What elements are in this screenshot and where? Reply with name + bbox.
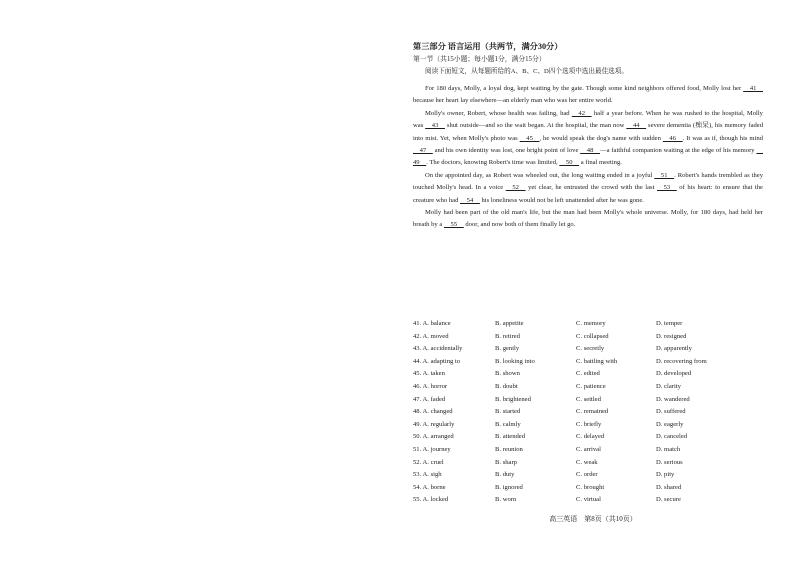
option-cell: B. duty <box>495 471 515 479</box>
option-cell: C. edited <box>576 370 600 378</box>
option-row <box>413 494 773 507</box>
blank-43: 43 <box>425 122 445 130</box>
option-cell: C. briefly <box>576 420 602 428</box>
instruction-text: 阅读下面短文，从每题所给的A、B、C、D四个选项中选出最佳选项。 <box>425 67 628 75</box>
option-cell: D. serious <box>656 458 683 466</box>
blank-48: 48 <box>580 147 600 155</box>
options-table <box>413 318 773 507</box>
option-cell: 44. A. adapting to <box>413 357 461 365</box>
option-cell: B. shown <box>495 370 520 378</box>
option-row <box>413 444 773 457</box>
option-cell: 50. A. arranged <box>413 433 454 441</box>
option-row <box>413 469 773 482</box>
blank-52: 52 <box>505 184 526 192</box>
option-cell: 55. A. locked <box>413 496 449 504</box>
option-cell: C. virtual <box>576 496 601 504</box>
option-cell: C. secretly <box>576 345 605 353</box>
option-row <box>413 406 773 419</box>
option-cell: C. battling with <box>576 357 618 365</box>
option-row <box>413 318 773 331</box>
passage-paragraph: Molly's owner, Robert, whose health was failing, had 42 half a year before. When he was rushed to the hospital, Molly was 43 shut outside—and so the wait began. At the hospital, the man now 44 severe dementia (痴呆), his memory faded into mist. Yet, when Molly's photo was 45 , he would speak the dog's name with sudden 46 . It was as if, though his mind 47 and his own identity was lost, one bright point of love 48 —a faithful companion waiting at the edge of his memory 49 . The doctors, knowing Robert's time was limited, 50 a final meeting. <box>413 109 764 167</box>
option-cell: B. looking into <box>495 357 535 365</box>
option-cell: D. shared <box>656 483 682 491</box>
option-cell: D. secure <box>656 496 681 504</box>
option-cell: C. collapsed <box>576 332 609 340</box>
option-cell: B. brightened <box>495 395 531 403</box>
option-cell: B. appetite <box>495 320 524 327</box>
option-row <box>413 394 773 407</box>
option-cell: D. eagerly <box>656 420 684 428</box>
blank-44: 44 <box>626 122 647 130</box>
blank-49: 49 <box>413 147 763 167</box>
option-cell: D. recovering from <box>656 357 707 365</box>
option-cell: D. canceled <box>656 433 688 441</box>
blank-51: 51 <box>654 171 675 179</box>
blank-41: 41 <box>743 85 763 92</box>
option-cell: C. remained <box>576 408 609 416</box>
option-cell: 42. A. moved <box>413 332 449 340</box>
option-row <box>413 431 773 444</box>
blank-53: 53 <box>656 184 677 192</box>
blank-42: 42 <box>571 109 592 117</box>
option-row <box>413 356 773 369</box>
option-cell: D. pity <box>656 471 675 479</box>
option-cell: C. order <box>576 471 598 479</box>
option-cell: D. suffered <box>656 408 686 416</box>
option-cell: D. temper <box>656 320 683 327</box>
option-cell: C. delayed <box>576 433 605 441</box>
option-cell: B. retired <box>495 332 520 340</box>
passage-paragraph: Molly had been part of the old man's life, but the man had been Molly's whole universe. Molly, for 180 days, had held her breath by a 55 door, and now both of them finally let go. <box>413 209 763 229</box>
passage-body <box>413 83 763 232</box>
blank-55: 55 <box>443 221 464 229</box>
option-cell: 41. A. balance <box>413 320 451 327</box>
option-cell: 48. A. changed <box>413 408 453 416</box>
option-cell: B. attended <box>495 433 526 441</box>
option-row <box>413 368 773 381</box>
option-cell: 51. A. journey <box>413 445 451 453</box>
option-cell: C. weak <box>576 458 598 466</box>
option-cell: D. clarity <box>656 382 681 390</box>
option-cell: B. calmly <box>495 420 521 428</box>
blank-45: 45 <box>519 134 540 142</box>
option-cell: D. wandered <box>656 395 690 403</box>
option-cell: B. started <box>495 408 521 416</box>
option-cell: C. brought <box>576 483 605 491</box>
option-row <box>413 381 773 394</box>
option-cell: 49. A. regularly <box>413 420 455 428</box>
blank-46: 46 <box>662 134 683 142</box>
option-cell: 45. A. taken <box>413 370 445 378</box>
option-cell: B. worn <box>495 496 517 504</box>
passage-paragraph: On the appointed day, as Robert was wheeled out, the long waiting ended in a joyful 51 . Robert's hands trembled as they touched Molly's head. In a voice 52 yet clear, he entrusted the crowd with the last 53 of his heart: to ensure that the creature who had 54 his loneliness would not be left unattended after he was gone. <box>413 171 763 204</box>
option-cell: C. arrival <box>576 445 601 453</box>
blank-54: 54 <box>460 196 480 204</box>
passage-area <box>413 40 763 232</box>
option-cell: C. memory <box>576 320 606 327</box>
option-cell: B. doubt <box>495 382 518 390</box>
option-cell: B. gently <box>495 345 520 353</box>
option-cell: 53. A. sigh <box>413 471 442 479</box>
option-cell: C. settled <box>576 395 601 403</box>
option-cell: 54. A. borne <box>413 483 446 491</box>
option-cell: 47. A. faded <box>413 395 446 403</box>
option-cell: D. apparently <box>656 345 692 353</box>
option-row <box>413 482 773 495</box>
part-heading: 第三部分 语言运用（共两节，满分30分） <box>413 42 563 51</box>
section-title: 第一节（共15小题；每小题1分，满分15分） <box>413 56 546 63</box>
option-cell: 46. A. horror <box>413 382 448 390</box>
option-cell: B. ignored <box>495 483 523 491</box>
option-cell: B. reunion <box>495 445 523 453</box>
option-row <box>413 343 773 356</box>
option-cell: B. sharp <box>495 458 517 466</box>
option-row <box>413 457 773 470</box>
option-cell: D. developed <box>656 370 692 378</box>
passage-paragraph: For 180 days, Molly, a loyal dog, kept waiting by the gate. Though some kind neighbors offered food, Molly lost her 41 because her heart lay elsewhere—an elderly man who was her entire world. <box>413 85 763 105</box>
option-cell: 43. A. accidentally <box>413 345 463 353</box>
blank-50: 50 <box>559 159 580 167</box>
option-row <box>413 419 773 432</box>
page-footer: 高三英语 第8页（共10页） <box>549 515 637 523</box>
blank-47: 47 <box>413 147 433 155</box>
option-cell: C. patience <box>576 382 606 390</box>
option-cell: D. match <box>656 445 681 453</box>
option-cell: 52. A. cruel <box>413 458 444 466</box>
option-cell: D. resigned <box>656 332 687 340</box>
option-row <box>413 331 773 344</box>
